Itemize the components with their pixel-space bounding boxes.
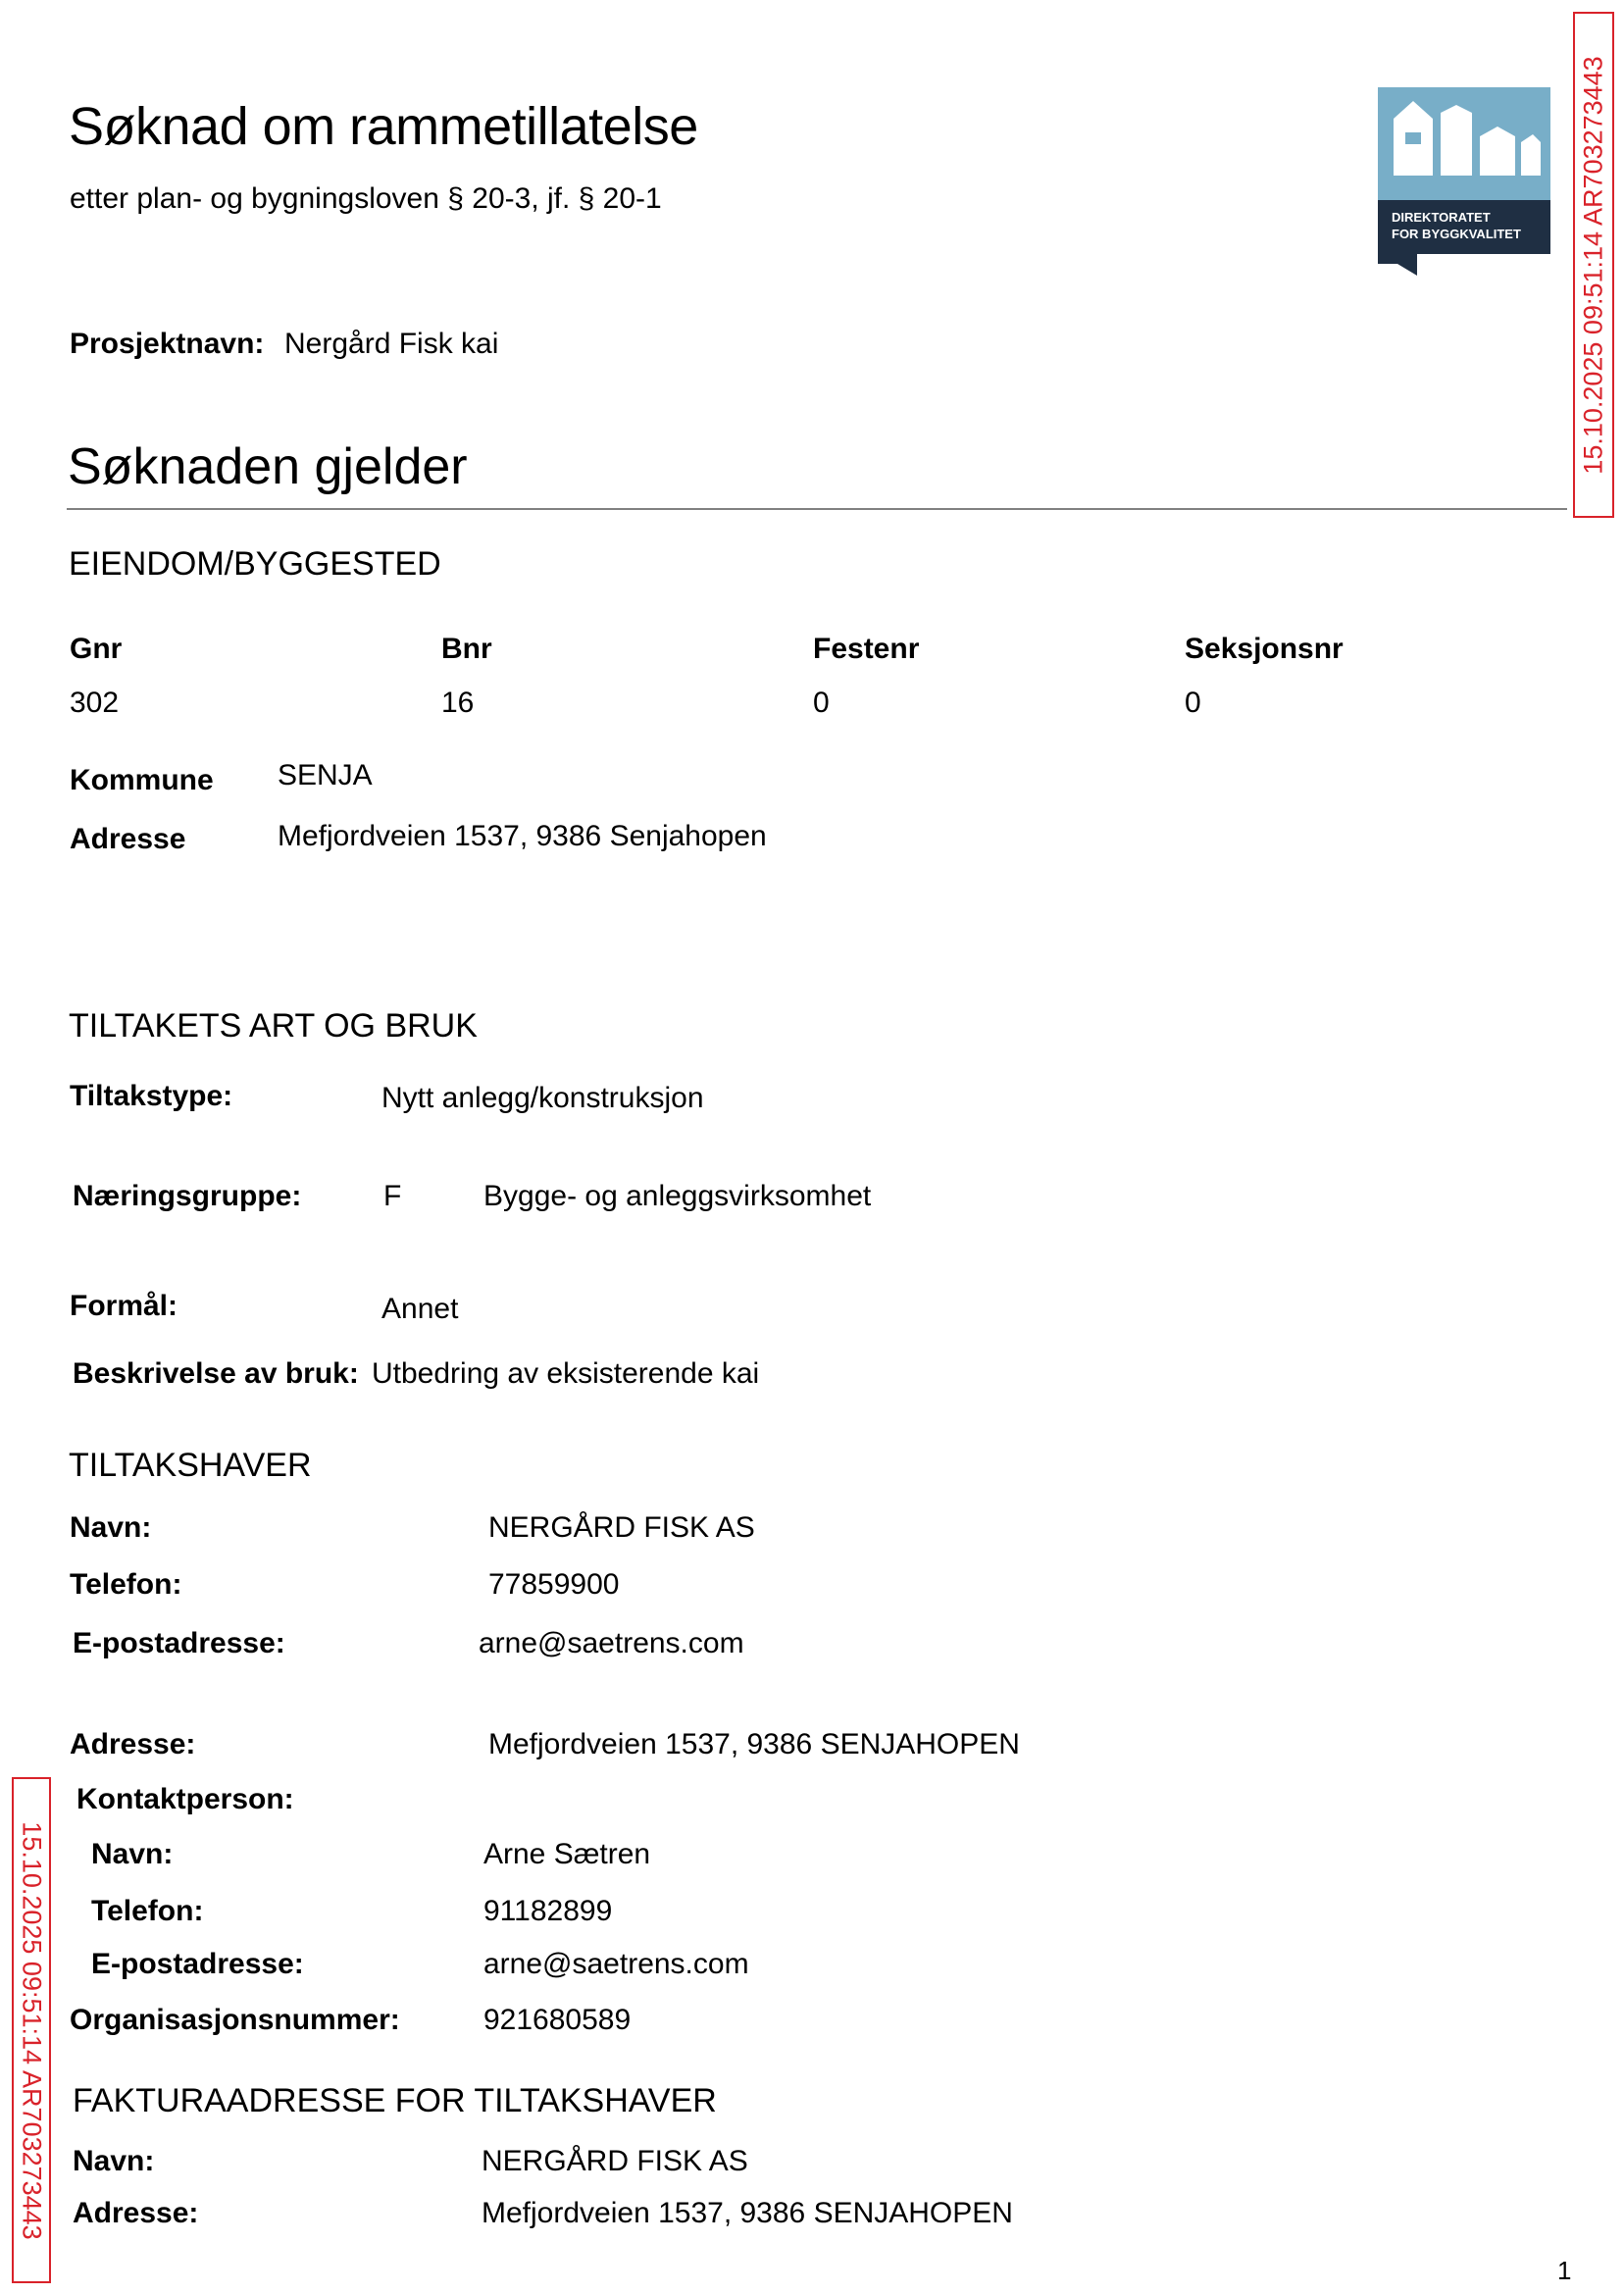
tiltakshaver-navn-value: NERGÅRD FISK AS	[488, 1511, 755, 1544]
kontaktperson-epost-value: arne@saetrens.com	[483, 1948, 749, 1980]
document-title: Søknad om rammetillatelse	[69, 97, 698, 156]
tiltakstype-label: Tiltakstype:	[70, 1080, 233, 1112]
naeringsgruppe-value: Bygge- og anleggsvirksomhet	[483, 1180, 872, 1212]
kommune-label: Kommune	[70, 764, 214, 796]
tiltakstype-value: Nytt anlegg/konstruksjon	[381, 1082, 704, 1114]
kontaktperson-label: Kontaktperson:	[76, 1783, 294, 1815]
kontaktperson-telefon-value: 91182899	[483, 1895, 613, 1927]
section-heading-eiendom: EIENDOM/BYGGESTED	[69, 545, 441, 583]
timestamp-stamp-left	[12, 1777, 51, 2283]
column-header-bnr: Bnr	[441, 633, 492, 665]
tiltakshaver-telefon-label: Telefon:	[70, 1568, 182, 1601]
column-header-seksjonsnr: Seksjonsnr	[1185, 633, 1344, 665]
naeringsgruppe-label: Næringsgruppe:	[73, 1180, 302, 1212]
orgnr-label: Organisasjonsnummer:	[70, 2004, 400, 2036]
value-gnr: 302	[70, 687, 120, 719]
timestamp-stamp-right	[1573, 12, 1614, 518]
naeringsgruppe-code: F	[383, 1180, 402, 1212]
tiltakshaver-adresse-value: Mefjordveien 1537, 9386 SENJAHOPEN	[488, 1728, 1020, 1760]
section-heading-tiltak: TILTAKETS ART OG BRUK	[69, 1007, 478, 1045]
adresse-label: Adresse	[70, 823, 186, 855]
tiltakshaver-epost-value: arne@saetrens.com	[479, 1627, 744, 1659]
stamp-left-text: 15.10.2025 09:51:14 AR703273443	[17, 1820, 47, 2240]
document-subtitle: etter plan- og bygningsloven § 20-3, jf. § 20-1	[70, 182, 662, 215]
beskrivelse-value: Utbedring av eksisterende kai	[372, 1357, 760, 1390]
page-number: 1	[1557, 2256, 1572, 2285]
faktura-adresse-label: Adresse:	[73, 2197, 199, 2229]
kontaktperson-epost-label: E-postadresse:	[91, 1948, 304, 1980]
kontaktperson-telefon-label: Telefon:	[91, 1895, 204, 1927]
value-seksjonsnr: 0	[1185, 687, 1201, 719]
tiltakshaver-adresse-label: Adresse:	[70, 1728, 196, 1760]
tiltakshaver-telefon-value: 77859900	[488, 1568, 620, 1601]
faktura-navn-value: NERGÅRD FISK AS	[482, 2145, 748, 2177]
tiltakshaver-epost-label: E-postadresse:	[73, 1627, 285, 1659]
orgnr-value: 921680589	[483, 2004, 632, 2036]
heading-divider	[67, 508, 1567, 510]
logo-text-line1: DIREKTORATET	[1392, 210, 1491, 225]
prosjekt-label: Prosjektnavn:	[70, 328, 265, 360]
column-header-festenr: Festenr	[813, 633, 920, 665]
logo-text-line2: FOR BYGGKVALITET	[1392, 227, 1521, 241]
value-festenr: 0	[813, 687, 830, 719]
stamp-right-text: 15.10.2025 09:51:14 AR703273443	[1578, 55, 1608, 475]
section-heading-soknaden: Søknaden gjelder	[68, 438, 468, 495]
tiltakshaver-navn-label: Navn:	[70, 1511, 152, 1544]
value-bnr: 16	[441, 687, 475, 719]
kommune-value: SENJA	[278, 759, 373, 791]
adresse-value: Mefjordveien 1537, 9386 Senjahopen	[278, 820, 767, 852]
dibk-logo	[1378, 87, 1550, 276]
section-heading-faktura: FAKTURAADRESSE FOR TILTAKSHAVER	[73, 2082, 717, 2119]
prosjekt-value: Nergård Fisk kai	[284, 328, 499, 360]
beskrivelse-label: Beskrivelse av bruk:	[73, 1357, 359, 1390]
kontaktperson-navn-value: Arne Sætren	[483, 1838, 651, 1870]
kontaktperson-navn-label: Navn:	[91, 1838, 174, 1870]
formal-value: Annet	[381, 1293, 459, 1325]
formal-label: Formål:	[70, 1290, 178, 1322]
section-heading-tiltakshaver: TILTAKSHAVER	[69, 1447, 312, 1484]
faktura-adresse-value: Mefjordveien 1537, 9386 SENJAHOPEN	[482, 2197, 1013, 2229]
column-header-gnr: Gnr	[70, 633, 123, 665]
faktura-navn-label: Navn:	[73, 2145, 155, 2177]
